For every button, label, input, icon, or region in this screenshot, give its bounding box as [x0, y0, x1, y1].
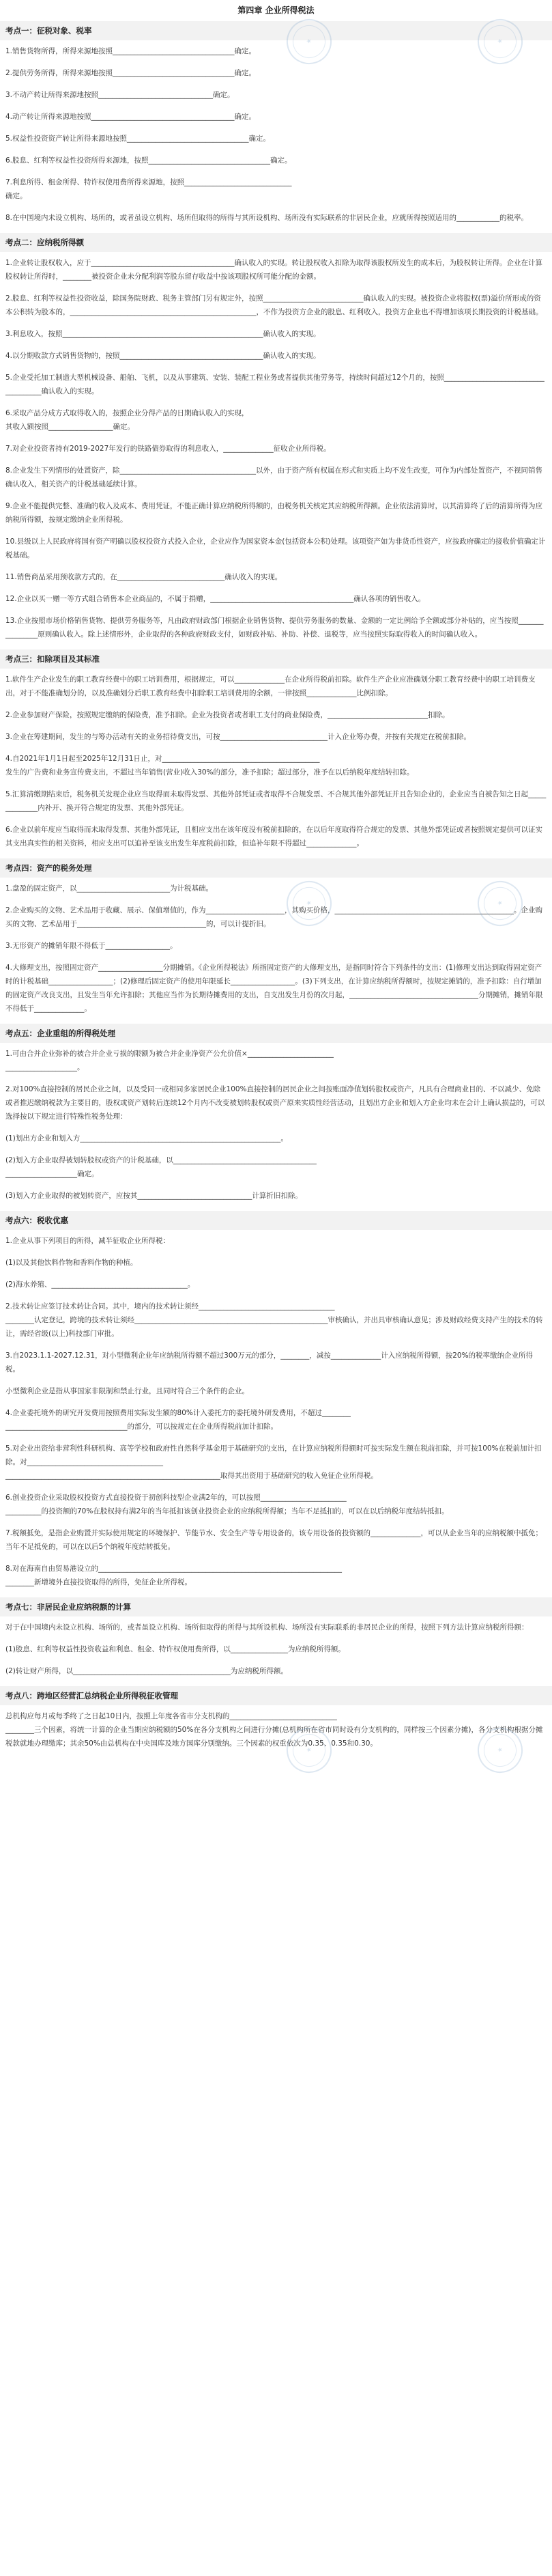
question-item: 10.县级以上人民政府将国有资产明确以股权投资方式投入企业，企业应作为国家资本金(包括资本公积)处理。该项资产如为非货币性资产，应按政府确定的接收价值确定计税基础。	[5, 537, 546, 559]
question-item: 2.企业参加财产保险，按照规定缴纳的保险费，准予扣除。企业为投资者或者职工支付的商业保险费，____________________________扣除。	[5, 711, 450, 719]
question-item: (2)海水养殖、______________________________________。	[5, 1280, 195, 1289]
question-item: 3.企业在筹建期间，发生的与筹办活动有关的业务招待费支出，可按______________________________计入企业筹办费，并按有关规定在税前扣除。	[5, 733, 471, 741]
section-heading: 考点四：资产的税务处理	[0, 858, 552, 878]
question-item: 对于在中国境内未设立机构、场所的，或者虽设立机构、场所但取得的所得与其所设机构、场所没有实际联系的非居民企业的所得，按照下列方法计算应纳税所得额：	[5, 1623, 529, 1632]
page-title: 第四章 企业所得税法	[237, 5, 315, 15]
question-item: 5.汇算清缴期结束后，税务机关发现企业应当取得而未取得发票、其他外部凭证或者取得不合规发票、不合规其他外部凭证并且告知企业的，企业应当自被告知之日起______________内补开、换开符合规定的发票、其他外部凭证。	[5, 790, 547, 812]
question-item: 3.不动产转让所得来源地按照________________________________确定。	[5, 91, 235, 99]
question-item: (1)以及其他饮料作物和香料作物的种植。	[5, 1259, 138, 1267]
watermark-stamp-icon: ★	[280, 875, 337, 932]
section-heading: 考点二：应纳税所得额	[0, 233, 552, 252]
watermark-stamp-icon: ★	[471, 1722, 528, 1778]
question-item: (3)划入方企业取得的被划转资产，应按其________________________________计算折旧扣除。	[5, 1192, 302, 1200]
question-item: 7.利息所得、租金所得、特许权使用费所得来源地，按照______________________________ 确定。	[5, 178, 292, 200]
question-item: 4.以分期收款方式销售货物的，按照________________________________________确认收入的实现。	[5, 352, 321, 360]
section-heading: 考点七：非居民企业应纳税额的计算	[0, 1597, 552, 1616]
question-item: 4.企业委托境外的研究开发费用按照费用实际发生额的80%计入委托方的委托境外研发费用，不超过________ __________________________________的部分，可以按规定在企业所得税前加计扣除。	[5, 1409, 351, 1431]
question-item: 8.在中国境内未设立机构、场所的，或者虽设立机构、场所但取得的所得与其所设机构、场所没有实际联系的非居民企业，应就所得按照适用的____________的税率。	[5, 214, 529, 222]
question-item: 9.企业不能提供完整、准确的收入及成本、费用凭证，不能正确计算应纳税所得额的，由税务机关核定其应纳税所得额。企业依法清算时，以其清算终了后的清算所得为应纳税所得额，按规定缴纳企业所得税。	[5, 502, 543, 524]
question-item: 6.采取产品分成方式取得收入的，按照企业分得产品的日期确认收入的实现， 其收入额按照__________________确定。	[5, 409, 249, 431]
question-item: (2)转让财产所得，以____________________________________________为应纳税所得额。	[5, 1667, 288, 1675]
question-item: (1)划出方企业和划入方________________________________________________________。	[5, 1134, 288, 1143]
question-item: 3.无形资产的摊销年限不得低于__________________。	[5, 942, 177, 950]
question-item: (2)划入方企业取得被划转股权或资产的计税基础，以________________________________________ ____________________确定。	[5, 1156, 317, 1178]
section-heading: 考点八：跨地区经营汇总纳税企业所得税征收管理	[0, 1686, 552, 1705]
question-item: 2.企业购买的文物、艺术品用于收藏、展示、保值增值的，作为______________________，其购买价格，__________________________________________________。企业购买的文物、艺术品用于____________________________________的，可以计提折旧。	[5, 906, 543, 928]
watermark-stamp-icon: ★	[280, 1722, 337, 1778]
question-item: 总机构应每月或每季终了之日起10日内，按照上年度各省市分支机构的______________________________ ________三个因素，将统一计算的企业当期应纳税额的50%在各分支机构之间进行分摊(总机构所在省市同时设有分支机构的，同样按三个因素分摊)，各分支机构根据分摊税款就地办理缴库；其余50%由总机构在中央国库及地方国库分别缴纳。三个因素的权重依次为0.35、0.35和0.30。	[5, 1712, 543, 1748]
question-item: 2.对100%直接控制的居民企业之间，以及受同一或相同多家居民企业100%直接控制的居民企业之间按账面净值划转股权或资产，凡具有合理商业目的、不以减少、免除或者推迟缴纳税款为主要目的，股权或资产划转后连续12个月内不改变被划转股权或资产原来实质性经营活动，且划出方企业和划入方企业均未在会计上确认损益的，可以选择按以下规定进行特殊性税务处理：	[5, 1085, 545, 1121]
question-item: 1.企业转让股权收入，应于________________________________________确认收入的实现。转让股权收入扣除为取得该股权所发生的成本后，为股权转让所得。企业在计算股权转让所得时，________被投资企业未分配利润等股东留存收益中按该项股权所可能分配的金额。	[5, 259, 543, 281]
question-item: 7.对企业投资者持有2019-2027年发行的铁路债券取得的利息收入，______________征收企业所得税。	[5, 445, 331, 453]
question-item: 2.提供劳务所得，所得来源地按照__________________________________确定。	[5, 69, 257, 77]
document-content	[5, 21, 547, 1750]
question-item: 1.可由合并企业弥补的被合并企业亏损的限额为被合并企业净资产公允价值×________________________ ____________________。	[5, 1050, 334, 1072]
watermark-stamp-icon: ★	[471, 875, 528, 932]
question-item: 6.股息、红利等权益性投资所得来源地，按照__________________________________确定。	[5, 156, 292, 165]
question-item: (1)股息、红利等权益性投资收益和利息、租金、特许权使用费所得，以________________为应纳税所得额。	[5, 1645, 345, 1653]
question-item: 2.技术转让应签订技术转让合同。其中，境内的技术转让须经______________________________________ ________认定登记，跨境的技术转让须经______________________________________________________审核确认，并出具审核确认意见；涉及财政经费支持产生的技术的转让，需经省级(以上)科技部门审批。	[5, 1302, 543, 1338]
watermark-stamp-icon: ★	[280, 13, 337, 70]
question-item: 2.股息、红利等权益性投资收益，除国务院财政、税务主管部门另有规定外，按照____________________________确认收入的实现。被投资企业将股权(票)溢价所形成的资本公积转为股本的，____________________________________________________，不作为投资方企业的股息、红利收入，投资方企业也不得增加该项长期投资的计税基础。	[5, 294, 543, 316]
question-item: 4.动产转让所得来源地按照________________________________________确定。	[5, 113, 257, 121]
question-item: 4.自2021年1月1日起至2025年12月31日止，对____________________________________________ 发生的广告费和业务宣传费支出，不超过当年销售(营业)收入30%的部分，准予扣除；超过部分，准予在以后纳税年度结转扣除。	[5, 755, 414, 776]
question-item: 6.创业投资企业采取股权投资方式直接投资于初创科技型企业满2年的，可以按照________________________ __________的投资额的70%在股权持有满2年的当年抵扣该创业投资企业的应纳税所得额；当年不足抵扣的，可以在以后纳税年度结转抵扣。	[5, 1494, 449, 1515]
question-item: 5.权益性投资资产转让所得来源地按照__________________________________确定。	[5, 135, 271, 143]
question-item: 8.对在海南自由贸易港设立的____________________________________________________________________ ________新增境外直接投资取得的所得，免征企业所得税。	[5, 1565, 343, 1586]
question-item: 5.企业受托加工制造大型机械设备、船舶、飞机，以及从事建筑、安装、装配工程业务或者提供其他劳务等，持续时间超过12个月的，按照______________________________________确认收入的实现。	[5, 374, 544, 395]
question-item: 13.企业按照市场价格销售货物、提供劳务服务等，凡由政府财政部门根据企业销售货物、提供劳务服务的数量、金额的一定比例给予全额或部分补贴的，应当按照________________原则确认收入。除上述情形外，企业取得的各种政府财政支付，如财政补贴、补助、补偿、退税等，应当按照实际取得收入的时间确认收入。	[5, 617, 544, 639]
question-item: 1.企业从事下列项目的所得，减半征收企业所得税：	[5, 1237, 171, 1245]
question-item: 12.企业以买一赠一等方式组合销售本企业商品的，不属于捐赠，________________________________________确认各项的销售收入。	[5, 595, 426, 603]
question-item: 5.对企业出资给非营利性科研机构、高等学校和政府性自然科学基金用于基础研究的支出，在计算应纳税所得额时可按实际发生额在税前扣除，并可按100%在税前加计扣除。对______________________________________ ____________________________________________________________取得其出资用于基础研究的收入免征企业所得税。	[5, 1444, 542, 1480]
question-item: 1.销售货物所得，所得来源地按照__________________________________确定。	[5, 47, 257, 55]
question-item: 8.企业发生下列情形的处置资产，除______________________________________以外，由于资产所有权属在形式和实质上均不发生改变，可作为内部处置资产，不视同销售确认收入，相关资产的计税基础延续计算。	[5, 466, 543, 488]
question-item: 1.软件生产企业发生的职工教育经费中的职工培训费用，根据规定，可以______________在企业所得税前扣除。软件生产企业应准确划分职工教育经费中的职工培训费支出，对于不能准确划分的，以及准确划分后职工教育经费中扣除职工培训费用的余额，一律按照______________比例扣除。	[5, 675, 536, 697]
section-heading: 考点六：税收优惠	[0, 1211, 552, 1230]
question-item: 7.税额抵免，是指企业购置并实际使用规定的环境保护、节能节水、安全生产等专用设备的，该专用设备的投资额的______________，可以从企业当年的应纳税额中抵免；当年不足抵免的，可以在以后5个纳税年度结转抵免。	[5, 1529, 543, 1551]
question-item: 11.销售商品采用预收款方式的，在______________________________确认收入的实现。	[5, 573, 282, 581]
section-heading: 考点五：企业重组的所得税处理	[0, 1024, 552, 1043]
question-item: 4.大修理支出，按照固定资产__________________分期摊销。《企业所得税法》所指固定资产的大修理支出，是指同时符合下列条件的支出：(1)修理支出达到取得固定资产时的计税基础__________________；(2)修理后固定资产的使用年限延长__________________。(3)下列支出，在计算应纳税所得额时，按规定摊销的，准予扣除：自行增加的固定资产改良支出，且发生当年允许扣除；其他应当作为长期待摊费用的支出，自支出发生月份的次月起，____________________________________分期摊销，摊销年限不得低于______________。	[5, 964, 543, 1013]
section-heading: 考点三：扣除项目及其标准	[0, 649, 552, 669]
question-item: 3.自2023.1.1-2027.12.31，对小型微利企业年应纳税所得额不超过300万元的部分，________，减按______________计入应纳税所得额，按20%的税率缴纳企业所得税。	[5, 1352, 534, 1373]
question-item: 1.盘盈的固定资产，以__________________________为计税基础。	[5, 884, 214, 893]
question-item: 6.企业以前年度应当取得而未取得发票、其他外部凭证，且相应支出在该年度没有税前扣除的，在以后年度取得符合规定的发票、其他外部凭证或者按照规定提供可以证实其支出真实性的相关资料，相应支出可以追补至该支出发生年度税前扣除，但追补年限不得超过______________。	[5, 826, 543, 848]
question-item: 小型微利企业是指从事国家非限制和禁止行业，且同时符合三个条件的企业。	[5, 1387, 249, 1395]
question-item: 3.利息收入，按照________________________________________________________确认收入的实现。	[5, 330, 321, 338]
watermark-stamp-icon: ★	[471, 13, 528, 70]
section-heading: 考点一：征税对象、税率	[0, 21, 552, 40]
